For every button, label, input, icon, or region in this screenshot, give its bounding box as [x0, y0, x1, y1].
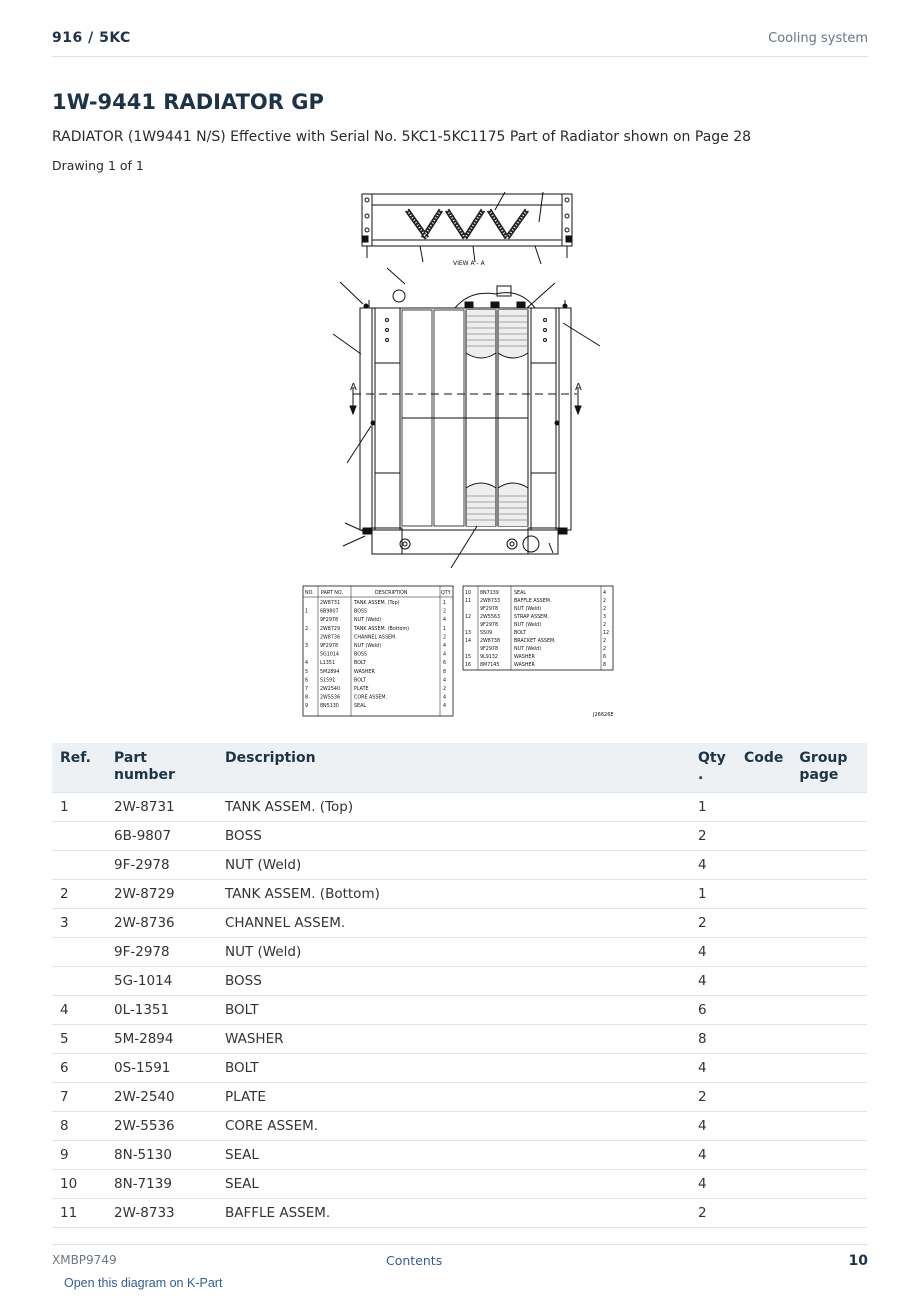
legend-cell: 2	[603, 639, 607, 644]
cell-description: TANK ASSEM. (Top)	[217, 793, 690, 822]
legend-cell: 5M2894	[320, 669, 340, 675]
page-footer	[52, 1244, 868, 1275]
legend-cell: NUT (Weld)	[354, 618, 382, 624]
legend-cell: 10	[465, 591, 472, 596]
cell-description: CHANNEL ASSEM.	[217, 909, 690, 938]
legend-cell: 5G1014	[320, 652, 339, 658]
cell-group-page	[791, 822, 867, 851]
cell-description: BOSS	[217, 967, 690, 996]
legend-cell: 9F2978	[480, 647, 499, 652]
drawing-code: J26626E	[593, 712, 614, 718]
cell-part-number: 0S-1591	[106, 1054, 217, 1083]
cell-qty: 6	[690, 996, 736, 1025]
cell-part-number: 2W-8731	[106, 793, 217, 822]
legend-cell: 8	[603, 663, 607, 668]
cell-group-page	[791, 1054, 867, 1083]
cell-group-page	[791, 938, 867, 967]
legend-cell: CHANNEL ASSEM.	[354, 635, 397, 641]
legend-cell: BOSS	[354, 652, 368, 658]
legend-cell: BAFFLE ASSEM.	[514, 599, 552, 604]
cell-description: BAFFLE ASSEM.	[217, 1199, 690, 1228]
legend-cell: 6	[603, 655, 607, 660]
legend-cell: 1	[305, 609, 309, 615]
cell-description: BOLT	[217, 996, 690, 1025]
page-number: 10	[848, 1253, 868, 1269]
legend-cell: 9F2978	[480, 607, 499, 612]
cell-code	[736, 1025, 791, 1054]
cell-group-page	[791, 793, 867, 822]
cell-qty: 2	[690, 1083, 736, 1112]
cell-ref: 1	[52, 793, 106, 822]
legend-head-no: NO.	[305, 591, 314, 596]
cell-qty: 1	[690, 880, 736, 909]
cell-qty: 4	[690, 938, 736, 967]
cell-code	[736, 938, 791, 967]
cell-code	[736, 880, 791, 909]
parts-legend-right	[463, 586, 613, 670]
legend-cell: S1591	[320, 678, 336, 684]
table-row	[52, 880, 867, 909]
cell-part-number: 5M-2894	[106, 1025, 217, 1054]
legend-cell: 1	[443, 626, 447, 632]
cell-part-number: 0L-1351	[106, 996, 217, 1025]
cell-qty: 2	[690, 1199, 736, 1228]
legend-head-qty: QTY	[441, 591, 451, 596]
legend-cell: SEAL	[514, 591, 527, 596]
cell-description: SEAL	[217, 1170, 690, 1199]
cell-part-number: 2W-8729	[106, 880, 217, 909]
legend-cell: 9L9132	[480, 655, 498, 660]
table-row	[52, 996, 867, 1025]
cell-qty: 4	[690, 1054, 736, 1083]
section-marker-left: A	[350, 382, 357, 393]
legend-cell: BRACKET ASSEM.	[514, 639, 556, 644]
cell-group-page	[791, 1141, 867, 1170]
section-label: Cooling system	[768, 31, 868, 46]
col-group-page: Group page	[791, 743, 867, 793]
legend-cell: 9F2978	[320, 644, 339, 649]
legend-cell: 7	[305, 687, 309, 692]
cell-group-page	[791, 1083, 867, 1112]
legend-cell: TANK ASSEM. (Top)	[354, 601, 400, 606]
col-ref: Ref.	[52, 743, 106, 793]
legend-cell: 2	[305, 626, 309, 632]
view-label: VIEW A - A	[453, 260, 485, 267]
cell-description: TANK ASSEM. (Bottom)	[217, 880, 690, 909]
cell-ref	[52, 851, 106, 880]
page-title: 1W-9441 RADIATOR GP	[52, 90, 324, 114]
legend-cell: BOSS	[354, 609, 368, 615]
cell-description: BOLT	[217, 1054, 690, 1083]
view-a-a-drawing	[362, 192, 572, 264]
cell-ref	[52, 822, 106, 851]
document-id: XMBP9749	[52, 1253, 117, 1267]
legend-cell: L1351	[320, 661, 335, 667]
legend-cell: 4	[443, 652, 447, 658]
cell-ref: 10	[52, 1170, 106, 1199]
cell-code	[736, 909, 791, 938]
legend-cell: 8	[305, 695, 309, 701]
legend-cell: 8N7139	[480, 591, 499, 596]
legend-cell: 3	[603, 615, 607, 620]
legend-cell: 5	[305, 669, 309, 675]
col-part-number: Part number	[106, 743, 217, 793]
cell-part-number: 2W-2540	[106, 1083, 217, 1112]
legend-cell: 9F2978	[320, 618, 339, 624]
legend-cell: 2W8729	[320, 626, 341, 632]
legend-cell: 4	[443, 618, 447, 624]
cell-ref: 8	[52, 1112, 106, 1141]
cell-code	[736, 1112, 791, 1141]
cell-part-number: 8N-7139	[106, 1170, 217, 1199]
cell-ref: 2	[52, 880, 106, 909]
parts-table	[52, 743, 867, 1228]
cell-part-number: 8N-5130	[106, 1141, 217, 1170]
legend-cell: 8N5130	[320, 704, 339, 710]
table-row	[52, 1199, 867, 1228]
legend-cell: 2	[443, 635, 447, 641]
cell-ref	[52, 938, 106, 967]
legend-cell: 6	[443, 661, 447, 667]
legend-head-desc: DESCRIPTION	[375, 591, 408, 596]
legend-cell: 2W8738	[480, 639, 501, 644]
drawing-label: Drawing 1 of 1	[52, 158, 144, 173]
table-row	[52, 909, 867, 938]
cell-group-page	[791, 909, 867, 938]
open-diagram-link[interactable]: Open this diagram on K-Part	[64, 1276, 223, 1290]
legend-cell: 1	[443, 601, 447, 606]
cell-code	[736, 1141, 791, 1170]
parts-legend-left	[303, 586, 453, 716]
legend-cell: CORE ASSEM.	[354, 695, 388, 701]
cell-ref: 11	[52, 1199, 106, 1228]
cell-code	[736, 1054, 791, 1083]
col-qty: Qty .	[690, 743, 736, 793]
table-row	[52, 1112, 867, 1141]
table-row	[52, 967, 867, 996]
legend-cell: 6B9807	[320, 609, 339, 615]
cell-part-number: 6B-9807	[106, 822, 217, 851]
legend-cell: WASHER	[514, 655, 535, 660]
legend-cell: WASHER	[354, 669, 375, 675]
cell-group-page	[791, 1112, 867, 1141]
legend-head-part: PART NO.	[321, 591, 343, 596]
page-subtitle: RADIATOR (1W9441 N/S) Effective with Serial No. 5KC1-5KC1175 Part of Radiator shown on Page 28	[52, 129, 752, 145]
cell-group-page	[791, 1170, 867, 1199]
cell-description: WASHER	[217, 1025, 690, 1054]
legend-cell: 4	[305, 661, 309, 667]
cell-part-number: 9F-2978	[106, 851, 217, 880]
cell-ref	[52, 967, 106, 996]
legend-cell: 4	[603, 591, 607, 596]
cell-ref: 6	[52, 1054, 106, 1083]
cell-part-number: 9F-2978	[106, 938, 217, 967]
cell-part-number: 2W-8733	[106, 1199, 217, 1228]
cell-ref: 7	[52, 1083, 106, 1112]
legend-cell: 16	[465, 663, 472, 668]
table-row	[52, 1170, 867, 1199]
legend-cell: PLATE	[354, 687, 369, 692]
cell-group-page	[791, 1025, 867, 1054]
cell-qty: 4	[690, 851, 736, 880]
cell-code	[736, 822, 791, 851]
table-row	[52, 851, 867, 880]
legend-cell: 2W8736	[320, 635, 341, 641]
legend-cell: 2W8733	[480, 599, 501, 604]
legend-cell: BOLT	[354, 678, 366, 684]
cell-description: PLATE	[217, 1083, 690, 1112]
legend-cell: 2W5536	[320, 695, 341, 701]
legend-cell: 8	[443, 669, 447, 675]
cell-qty: 4	[690, 1112, 736, 1141]
page-header	[52, 28, 868, 57]
cell-ref: 4	[52, 996, 106, 1025]
front-view-drawing	[333, 268, 600, 568]
cell-ref: 5	[52, 1025, 106, 1054]
legend-cell: 4	[443, 644, 447, 649]
contents-link[interactable]: Contents	[386, 1253, 443, 1268]
legend-cell: 6	[305, 678, 309, 684]
table-row	[52, 1141, 867, 1170]
cell-code	[736, 793, 791, 822]
legend-cell: BOLT	[514, 631, 526, 636]
cell-qty: 4	[690, 967, 736, 996]
cell-code	[736, 996, 791, 1025]
cell-qty: 2	[690, 822, 736, 851]
cell-group-page	[791, 1199, 867, 1228]
legend-cell: 2W2540	[320, 687, 341, 692]
cell-group-page	[791, 996, 867, 1025]
table-row	[52, 1083, 867, 1112]
legend-cell: STRAP ASSEM.	[514, 615, 549, 620]
legend-cell: 4	[443, 704, 447, 710]
legend-cell: 2	[603, 599, 607, 604]
cell-description: NUT (Weld)	[217, 851, 690, 880]
legend-cell: NUT (Weld)	[354, 644, 382, 649]
legend-cell: 9F2978	[480, 623, 499, 628]
legend-cell: 12	[603, 631, 610, 636]
legend-cell: SEAL	[354, 704, 367, 710]
cell-part-number: 5G-1014	[106, 967, 217, 996]
legend-cell: 2W8731	[320, 601, 341, 606]
section-marker-right: A	[575, 382, 582, 393]
cell-group-page	[791, 851, 867, 880]
cell-code	[736, 1170, 791, 1199]
cell-qty: 4	[690, 1141, 736, 1170]
radiator-diagram[interactable]	[295, 178, 625, 723]
legend-cell: 2	[603, 623, 607, 628]
legend-cell: 11	[465, 599, 472, 604]
table-row	[52, 1054, 867, 1083]
cell-qty: 4	[690, 1170, 736, 1199]
legend-cell: 12	[465, 615, 472, 620]
legend-cell: 4	[443, 678, 447, 684]
cell-ref: 9	[52, 1141, 106, 1170]
legend-cell: S509	[480, 631, 493, 636]
legend-cell: 2	[443, 687, 447, 692]
cell-code	[736, 1083, 791, 1112]
legend-cell: 8M7145	[480, 663, 500, 668]
cell-group-page	[791, 880, 867, 909]
model-label: 916 / 5KC	[52, 30, 131, 46]
legend-cell: BOLT	[354, 661, 366, 667]
legend-cell: 2	[603, 607, 607, 612]
legend-cell: NUT (Weld)	[514, 607, 542, 612]
cell-description: CORE ASSEM.	[217, 1112, 690, 1141]
legend-cell: TANK ASSEM. (Bottom)	[354, 626, 410, 632]
legend-cell: 14	[465, 639, 472, 644]
table-row	[52, 938, 867, 967]
cell-code	[736, 851, 791, 880]
cell-description: SEAL	[217, 1141, 690, 1170]
legend-cell: WASHER	[514, 663, 535, 668]
table-row	[52, 793, 867, 822]
col-code: Code	[736, 743, 791, 793]
table-row	[52, 1025, 867, 1054]
cell-code	[736, 1199, 791, 1228]
legend-cell: NUT (Weld)	[514, 647, 542, 652]
cell-part-number: 2W-8736	[106, 909, 217, 938]
legend-cell: 3	[305, 644, 309, 649]
legend-cell: 9	[305, 704, 309, 710]
cell-qty: 8	[690, 1025, 736, 1054]
table-row	[52, 822, 867, 851]
cell-ref: 3	[52, 909, 106, 938]
cell-description: NUT (Weld)	[217, 938, 690, 967]
cell-description: BOSS	[217, 822, 690, 851]
table-header-row	[52, 743, 867, 793]
legend-cell: NUT (Weld)	[514, 623, 542, 628]
legend-cell: 2W5563	[480, 615, 501, 620]
legend-cell: 13	[465, 631, 472, 636]
legend-cell: 15	[465, 655, 472, 660]
cell-part-number: 2W-5536	[106, 1112, 217, 1141]
cell-code	[736, 967, 791, 996]
cell-qty: 2	[690, 909, 736, 938]
cell-group-page	[791, 967, 867, 996]
legend-cell: 4	[443, 695, 447, 701]
legend-cell: 2	[443, 609, 447, 615]
col-description: Description	[217, 743, 690, 793]
cell-qty: 1	[690, 793, 736, 822]
legend-cell: 2	[603, 647, 607, 652]
